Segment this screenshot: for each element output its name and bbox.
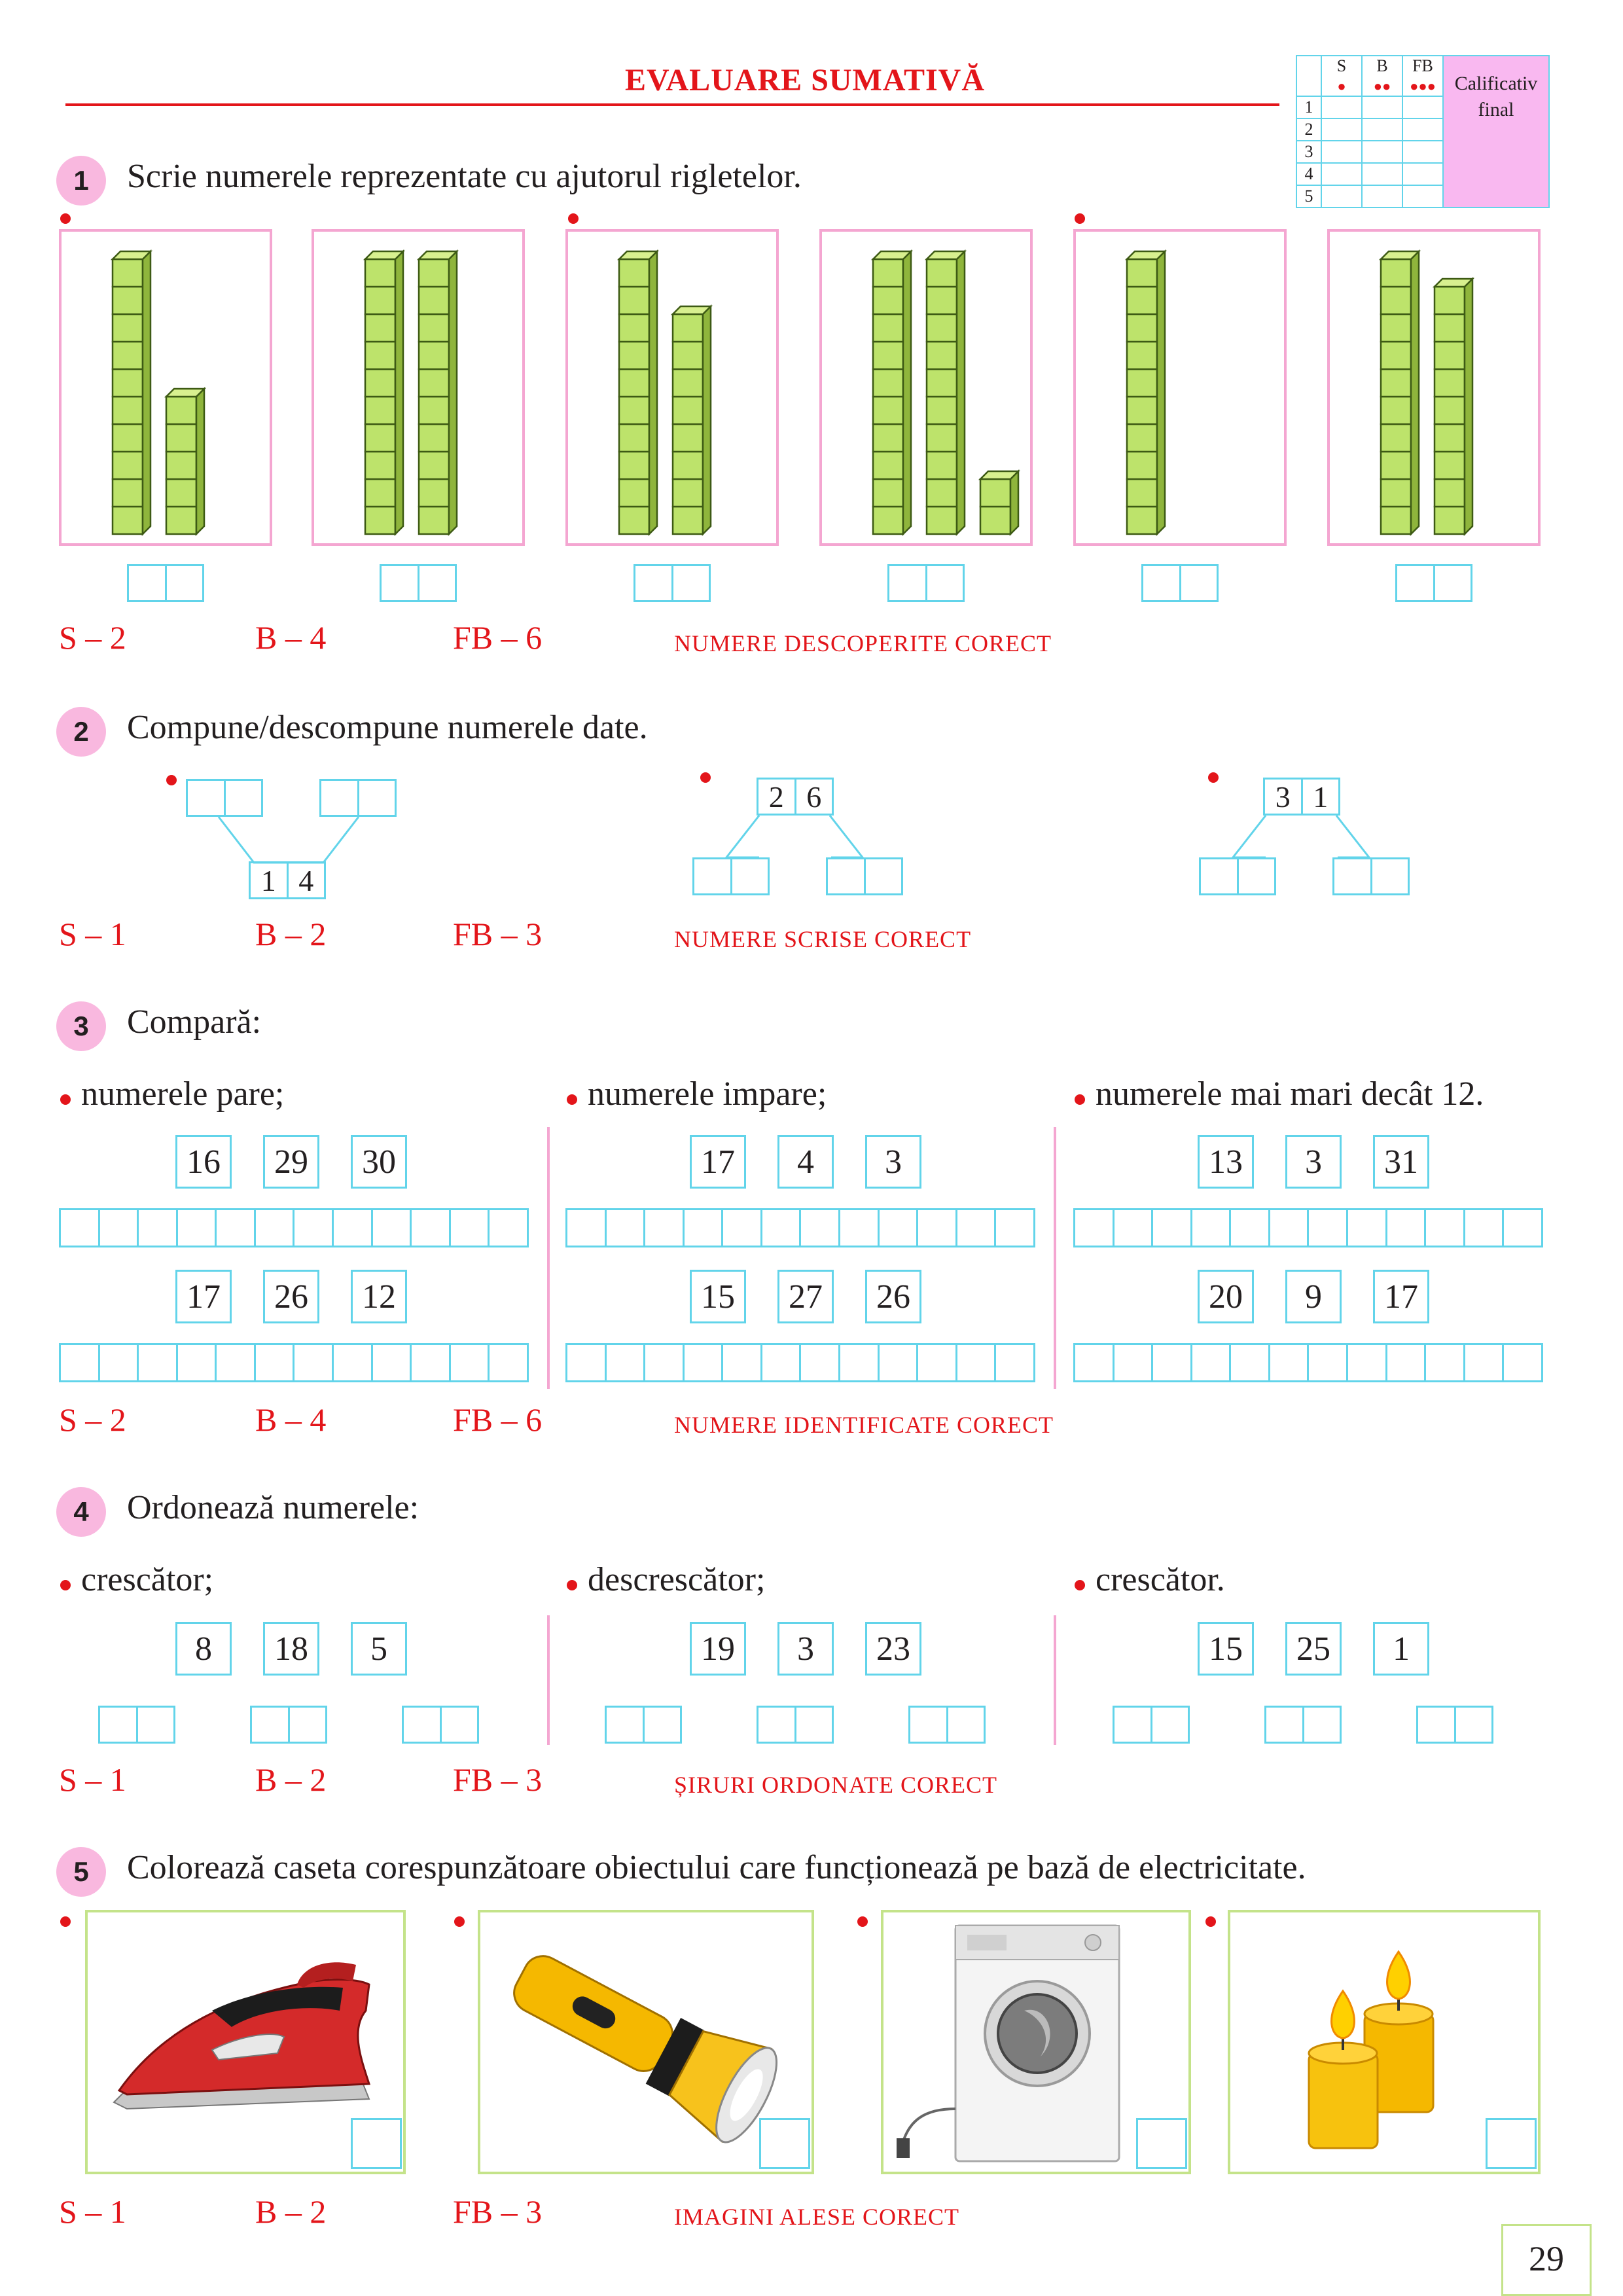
number-box: 3 [1285, 1135, 1342, 1189]
answer-box-2digit[interactable] [605, 1706, 682, 1744]
task-3-badge: 3 [56, 1001, 106, 1051]
bullet [1075, 1094, 1085, 1105]
number-box: 15 [690, 1270, 746, 1323]
number-box: 3 [865, 1135, 921, 1189]
task-1-text: Scrie numerele reprezentate cu ajutorul rigletelor. [127, 158, 802, 195]
answer-box-2digit[interactable] [826, 857, 903, 895]
score-fb: FB – 6 [453, 619, 543, 656]
answer-box-2digit[interactable] [127, 564, 204, 602]
number-box: 26 [865, 1270, 921, 1323]
bullet [60, 1580, 71, 1590]
number-box: 29 [263, 1135, 319, 1189]
column-label: numerele impare; [588, 1075, 827, 1113]
score-fb: FB – 3 [453, 1761, 543, 1798]
rod-10 [619, 251, 657, 534]
answer-strip[interactable] [565, 1208, 1035, 1247]
score-b: B – 2 [255, 1761, 327, 1798]
grade-row-label: 5 [1296, 185, 1321, 207]
rod-drawing [1076, 232, 1284, 543]
rod-panel [565, 229, 779, 546]
rod-drawing [314, 232, 522, 543]
criterion: NUMERE IDENTIFICATE CORECT [674, 1412, 1054, 1438]
criterion: NUMERE DESCOPERITE CORECT [674, 630, 1052, 656]
rod-10 [1127, 251, 1165, 534]
answer-strip[interactable] [1073, 1208, 1543, 1247]
grade-header-fb: FB ●●● [1402, 56, 1443, 96]
rod-panel [1327, 229, 1541, 546]
number-box: 27 [777, 1270, 834, 1323]
rod-panel [59, 229, 272, 546]
bullet [567, 1094, 577, 1105]
rod-9 [1435, 279, 1472, 534]
number-box: 17 [690, 1135, 746, 1189]
answer-box-2digit[interactable] [692, 857, 770, 895]
task-3-text: Compară: [127, 1003, 262, 1041]
score-b: B – 2 [255, 916, 327, 952]
rod-drawing [822, 232, 1030, 543]
rod-panel [819, 229, 1033, 546]
score-s: S – 1 [59, 1761, 126, 1798]
answer-box-2digit[interactable] [1113, 1706, 1190, 1744]
number-box: 31 [1373, 1135, 1429, 1189]
number-box: 4 [777, 1135, 834, 1189]
number-box: 17 [175, 1270, 232, 1323]
bullet [60, 1094, 71, 1105]
number-box: 1 [1373, 1622, 1429, 1676]
score-s: S – 1 [59, 916, 126, 952]
number-box: 12 [351, 1270, 407, 1323]
answer-box-2digit[interactable] [908, 1706, 986, 1744]
answer-box-2digit[interactable] [1199, 857, 1276, 895]
answer-box-2digit[interactable] [98, 1706, 175, 1744]
rod-10 [113, 251, 151, 534]
score-fb: FB – 6 [453, 1401, 543, 1438]
task-5-text: Colorează caseta corespunzătoare obiectului care funcționează pe bază de electricitate. [127, 1849, 1306, 1886]
answer-box-2digit[interactable] [633, 564, 711, 602]
given-number-box: 2 6 [757, 778, 834, 816]
number-box: 16 [175, 1135, 232, 1189]
rod-drawing [62, 232, 270, 543]
number-box: 20 [1198, 1270, 1254, 1323]
rod-10 [927, 251, 965, 534]
answer-box-2digit[interactable] [1395, 564, 1472, 602]
column-label: crescător. [1096, 1561, 1225, 1598]
rod-10 [873, 251, 911, 534]
number-box: 15 [1198, 1622, 1254, 1676]
task-4-badge: 4 [56, 1487, 106, 1537]
number-box: 30 [351, 1135, 407, 1189]
number-box: 17 [1373, 1270, 1429, 1323]
answer-box-2digit[interactable] [1141, 564, 1219, 602]
score-fb: FB – 3 [453, 916, 543, 952]
number-box: 3 [777, 1622, 834, 1676]
grade-header-s: S ● [1321, 56, 1362, 96]
answer-checkbox[interactable] [1486, 2118, 1537, 2169]
column-label: numerele mai mari decât 12. [1096, 1075, 1484, 1113]
grade-row-label: 4 [1296, 163, 1321, 185]
column-divider [547, 1127, 550, 1389]
answer-box-2digit[interactable] [1416, 1706, 1493, 1744]
number-box: 19 [690, 1622, 746, 1676]
bullet [1075, 1580, 1085, 1590]
criterion: ȘIRURI ORDONATE CORECT [674, 1772, 998, 1798]
rod-10 [365, 251, 403, 534]
bullet [1205, 1916, 1216, 1927]
answer-box-2digit[interactable] [757, 1706, 834, 1744]
score-b: B – 4 [255, 1401, 327, 1438]
task-4-text: Ordonează numerele: [127, 1489, 419, 1526]
answer-strip[interactable] [59, 1208, 529, 1247]
task-1-badge: 1 [56, 156, 106, 206]
answer-box-2digit[interactable] [887, 564, 965, 602]
score-s: S – 1 [59, 2193, 126, 2230]
column-divider [1054, 1127, 1056, 1389]
final-grade-cell: Calificativ final [1443, 56, 1549, 207]
number-box: 26 [263, 1270, 319, 1323]
page-title: EVALUARE SUMATIVĂ [625, 63, 985, 98]
bullet [454, 1916, 465, 1927]
score-s: S – 2 [59, 1401, 126, 1438]
rod-panel [312, 229, 525, 546]
bullet [1208, 772, 1219, 783]
grade-row-label: 3 [1296, 141, 1321, 163]
answer-strip[interactable] [565, 1343, 1035, 1382]
column-label: descrescător; [588, 1561, 766, 1598]
score-b: B – 4 [255, 619, 327, 656]
score-fb: FB – 3 [453, 2193, 543, 2230]
answer-box-2digit[interactable] [402, 1706, 479, 1744]
bullet [567, 1580, 577, 1590]
number-box: 25 [1285, 1622, 1342, 1676]
bullet [857, 1916, 868, 1927]
criterion: NUMERE SCRISE CORECT [674, 926, 972, 952]
answer-box-2digit[interactable] [1332, 857, 1410, 895]
score-b: B – 2 [255, 2193, 327, 2230]
answer-box-2digit[interactable] [1264, 1706, 1342, 1744]
column-divider [1054, 1615, 1056, 1745]
answer-box-2digit[interactable] [380, 564, 457, 602]
grade-row-label: 1 [1296, 96, 1321, 118]
column-divider [547, 1615, 550, 1745]
rod-drawing [1330, 232, 1538, 543]
number-box: 9 [1285, 1270, 1342, 1323]
criterion: IMAGINI ALESE CORECT [674, 2204, 959, 2230]
rod-5 [166, 389, 204, 534]
column-label: crescător; [81, 1561, 214, 1598]
bullet [60, 1916, 71, 1927]
rod-8 [673, 306, 711, 534]
number-box: 5 [351, 1622, 407, 1676]
grade-header-b: B ●● [1362, 56, 1402, 96]
answer-strip[interactable] [1073, 1343, 1543, 1382]
answer-checkbox[interactable] [351, 2118, 402, 2169]
bullet [700, 772, 711, 783]
rod-2 [980, 471, 1018, 534]
task-2-badge: 2 [56, 707, 106, 757]
task-5-badge: 5 [56, 1847, 106, 1897]
rod-drawing [568, 232, 776, 543]
answer-checkbox[interactable] [1136, 2118, 1187, 2169]
given-number-box: 3 1 [1263, 778, 1340, 816]
answer-strip[interactable] [59, 1343, 529, 1382]
rod-panel [1073, 229, 1287, 546]
given-number-box: 1 4 [249, 861, 326, 899]
task-2-text: Compune/descompune numerele date. [127, 709, 648, 746]
number-box: 23 [865, 1622, 921, 1676]
score-s: S – 2 [59, 619, 126, 656]
number-box: 13 [1198, 1135, 1254, 1189]
rod-10 [1381, 251, 1419, 534]
answer-box-2digit[interactable] [250, 1706, 327, 1744]
page-number: 29 [1501, 2224, 1592, 2296]
rod-10 [419, 251, 457, 534]
number-box: 8 [175, 1622, 232, 1676]
grade-row-label: 2 [1296, 118, 1321, 141]
answer-checkbox[interactable] [759, 2118, 810, 2169]
column-label: numerele pare; [81, 1075, 285, 1113]
number-box: 18 [263, 1622, 319, 1676]
